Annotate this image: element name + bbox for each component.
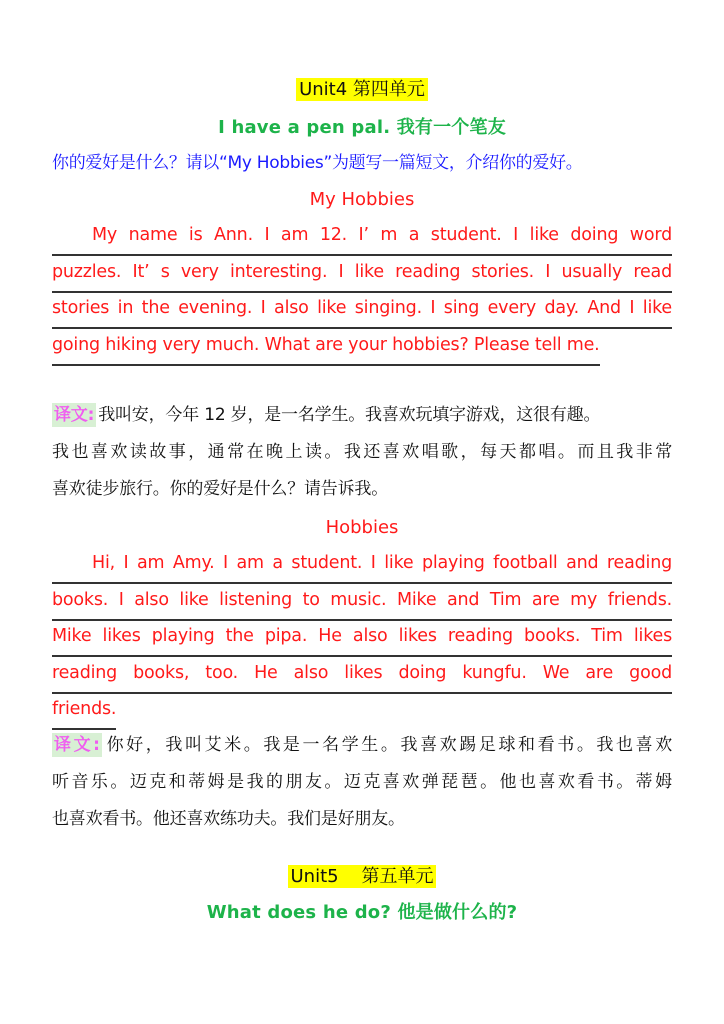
translation2-line: 听音乐。迈克和蒂姆是我的朋友。迈克喜欢弹琵琶。他也喜欢看书。蒂姆 bbox=[52, 772, 672, 792]
translation1-line: 我也喜欢读故事，通常在晚上读。我还喜欢唱歌，每天都唱。而且我非常 bbox=[52, 442, 672, 462]
translation-label: 译文: bbox=[54, 735, 100, 755]
translation2-line: 也喜欢看书。他还喜欢练功夫。我们是好朋友。 bbox=[52, 809, 405, 829]
translation2-line bbox=[52, 730, 672, 766]
document-page bbox=[52, 0, 672, 1024]
translation1-line-text: 我叫安，今年 12 岁，是一名学生。我喜欢玩填字游戏，这很有趣。 bbox=[98, 405, 601, 425]
unit5-header bbox=[52, 864, 672, 890]
essay1-line: going hiking very much. What are your hobbies? Please tell me. bbox=[52, 330, 600, 366]
essay2-line: Hi, I am Amy. I am a student. I like playing football and reading bbox=[52, 548, 672, 584]
essay1-line: puzzles. It’ s very interesting. I like reading stories. I usually read bbox=[52, 257, 672, 293]
essay2-line: Mike likes playing the pipa. He also likes reading books. Tim likes bbox=[52, 621, 672, 657]
translation1-line bbox=[52, 400, 672, 436]
unit4-title: I have a pen pal. 我有一个笔友 bbox=[218, 117, 506, 138]
translation2-line-text: 你好，我叫艾米。我是一名学生。我喜欢踢足球和看书。我也喜欢 bbox=[103, 735, 673, 755]
essay2-title: Hobbies bbox=[325, 517, 399, 538]
unit4-header-text: Unit4 第四单元 bbox=[296, 78, 428, 101]
unit5-title: What does he do? 他是做什么的? bbox=[206, 902, 518, 923]
writing-prompt: 你的爱好是什么？请以“My Hobbies”为题写一篇短文，介绍你的爱好。 bbox=[52, 153, 583, 173]
essay1-line: stories in the evening. I also like singing. I sing every day. And I like bbox=[52, 293, 672, 329]
translation-label: 译文: bbox=[54, 405, 95, 425]
essay1-line: My name is Ann. I am 12. I’ m a student. I like doing word bbox=[52, 220, 672, 256]
essay2-line: books. I also like listening to music. Mike and Tim are my friends. bbox=[52, 585, 672, 621]
unit5-header-text: Unit5 第五单元 bbox=[288, 865, 437, 888]
unit4-header bbox=[52, 77, 672, 103]
essay1-title: My Hobbies bbox=[309, 189, 415, 210]
essay2-line: reading books, too. He also likes doing kungfu. We are good bbox=[52, 658, 672, 694]
essay2-line: friends. bbox=[52, 694, 116, 730]
translation1-line: 喜欢徒步旅行。你的爱好是什么？请告诉我。 bbox=[52, 479, 388, 499]
